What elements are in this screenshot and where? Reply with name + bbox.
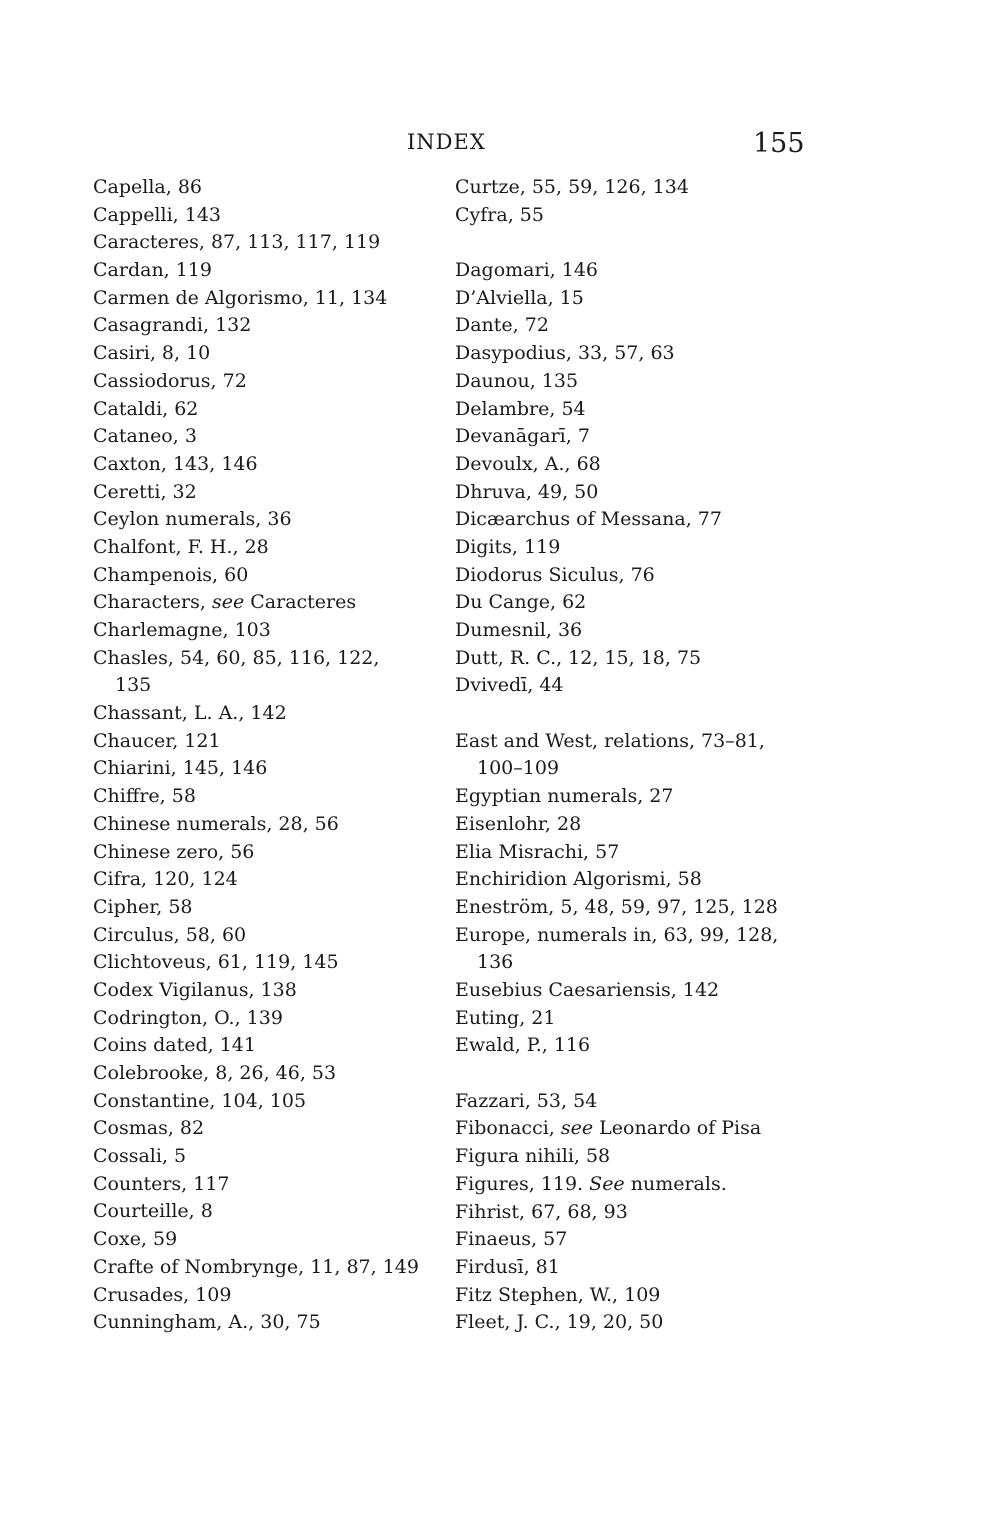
index-entry: Fazzari, 53, 54 <box>455 1089 598 1112</box>
index-entry: Chiffre, 58 <box>93 785 196 808</box>
index-entry: Codrington, O., 139 <box>93 1006 283 1029</box>
index-entry: Figura nihili, 58 <box>455 1145 611 1168</box>
index-entry-text: Caracteres <box>244 591 357 614</box>
index-entry: Chassant, L. A., 142 <box>93 702 287 725</box>
index-entry: Casiri, 8, 10 <box>93 342 211 365</box>
index-entry: Eusebius Caesariensis, 142 <box>455 979 720 1001</box>
index-entry: Finaeus, 57 <box>455 1228 568 1251</box>
index-entry: Ceylon numerals, 36 <box>93 508 292 531</box>
index-entry: Cosmas, 82 <box>93 1117 205 1140</box>
index-entry: Clichtoveus, 61, 119, 145 <box>93 951 339 974</box>
index-entry-text: Fibonacci, <box>455 1117 561 1140</box>
index-entry-text: Characters, <box>93 591 212 614</box>
index-entry: Crusades, 109 <box>93 1283 232 1306</box>
index-entry: Chinese numerals, 28, 56 <box>93 812 339 835</box>
index-entry-text: Leonardo of Pisa <box>593 1117 762 1140</box>
index-entry: Champenois, 60 <box>93 563 249 586</box>
index-entry: Cataneo, 3 <box>93 425 197 448</box>
index-entry <box>93 645 438 700</box>
index-entry: Cunningham, A., 30, 75 <box>93 1311 321 1334</box>
index-entry-line: East and West, relations, 73–81, <box>455 729 765 752</box>
index-entry: Fitz Stephen, W., 109 <box>455 1283 661 1306</box>
index-entry: Dasypodius, 33, 57, 63 <box>455 342 675 365</box>
index-entry: Delambre, 54 <box>455 397 586 420</box>
index-entry: Daunou, 135 <box>455 369 579 392</box>
index-entry: Dutt, R. C., 12, 15, 18, 75 <box>455 646 702 669</box>
letter-group-gap <box>455 229 800 257</box>
index-entry: Eisenlohr, 28 <box>455 812 582 835</box>
index-entry: Ceretti, 32 <box>93 480 197 503</box>
page-title: INDEX <box>407 130 486 154</box>
index-entry: Cappelli, 143 <box>93 203 222 226</box>
index-entry: Devoulx, A., 68 <box>455 452 601 475</box>
index-entry: Cifra, 120, 124 <box>93 868 238 891</box>
index-entry: Counters, 117 <box>93 1172 230 1195</box>
index-entry-line: Chasles, 54, 60, 85, 116, 122, <box>93 646 380 669</box>
index-entry: Coxe, 59 <box>93 1228 178 1251</box>
index-entry: Dvivedī, 44 <box>455 674 564 697</box>
index-entry-text: numerals. <box>624 1172 727 1195</box>
index-entry: Cassiodorus, 72 <box>93 369 247 392</box>
index-entry: Eneström, 5, 48, 59, 97, 125, 128 <box>455 895 778 918</box>
index-entry <box>455 1115 800 1143</box>
index-entry: Dagomari, 146 <box>455 259 599 282</box>
index-entry: Cossali, 5 <box>93 1145 187 1168</box>
index-entry-continuation: 136 <box>477 951 514 974</box>
index-entry: Cardan, 119 <box>93 259 213 282</box>
index-entry: Digits, 119 <box>455 535 561 558</box>
see-reference: See <box>589 1172 625 1195</box>
index-entry <box>455 922 800 977</box>
index-entry: Fleet, J. C., 19, 20, 50 <box>455 1311 664 1334</box>
index-entry: Courteille, 8 <box>93 1200 213 1223</box>
index-entry: Dhruva, 49, 50 <box>455 480 599 503</box>
index-entry-continuation: 100–109 <box>477 757 560 780</box>
index-entry: Coins dated, 141 <box>93 1034 256 1057</box>
index-entry: D’Alviella, 15 <box>455 286 584 309</box>
see-reference: see <box>211 591 245 614</box>
index-entry: Dicæarchus of Messana, 77 <box>455 508 722 531</box>
index-entry: Cataldi, 62 <box>93 397 199 420</box>
index-entry: Crafte of Nombrynge, 11, 87, 149 <box>93 1255 419 1278</box>
running-head <box>0 128 1000 168</box>
letter-group-gap <box>455 700 800 728</box>
index-entry: Dumesnil, 36 <box>455 619 583 641</box>
index-entry: Casagrandi, 132 <box>93 314 252 337</box>
index-entry: Caxton, 143, 146 <box>93 452 258 475</box>
letter-group-gap <box>455 1060 800 1088</box>
index-entry: Constantine, 104, 105 <box>93 1089 307 1112</box>
index-entry: Carmen de Algorismo, 11, 134 <box>93 286 388 309</box>
index-entry: Charlemagne, 103 <box>93 619 271 641</box>
index-entry: Curtze, 55, 59, 126, 134 <box>455 176 689 198</box>
index-entry: Fihrist, 67, 68, 93 <box>455 1200 628 1223</box>
index-entry <box>455 1171 800 1199</box>
index-entry <box>93 589 438 617</box>
index-entry: Egyptian numerals, 27 <box>455 785 674 808</box>
index-entry: Enchiridion Algorismi, 58 <box>455 868 702 891</box>
index-entry: Circulus, 58, 60 <box>93 923 247 946</box>
index-entry: Firdusī, 81 <box>455 1255 560 1278</box>
index-entry: Du Cange, 62 <box>455 591 587 614</box>
see-reference: see <box>560 1117 594 1140</box>
index-entry: Elia Misrachi, 57 <box>455 840 620 863</box>
index-entry: Devanāgarī, 7 <box>455 425 590 448</box>
index-entry: Chinese zero, 56 <box>93 840 255 863</box>
index-entry: Cyfra, 55 <box>455 203 544 226</box>
index-entry: Euting, 21 <box>455 1006 556 1029</box>
index-entry-line: Europe, numerals in, 63, 99, 128, <box>455 923 779 946</box>
index-entry: Ewald, P., 116 <box>455 1034 591 1057</box>
index-entry: Dante, 72 <box>455 314 549 337</box>
index-entry: Chalfont, F. H., 28 <box>93 535 269 558</box>
index-entry: Caracteres, 87, 113, 117, 119 <box>93 231 381 254</box>
index-column-right <box>455 174 800 1337</box>
index-entry: Colebrooke, 8, 26, 46, 53 <box>93 1062 337 1085</box>
page-number: 155 <box>753 128 805 159</box>
index-column-left <box>93 174 438 1337</box>
index-entry: Cipher, 58 <box>93 895 193 918</box>
index-entry: Chaucer, 121 <box>93 729 221 752</box>
index-entry: Capella, 86 <box>93 176 203 198</box>
index-entry-text: Figures, 119. <box>455 1172 590 1195</box>
index-entry-continuation: 135 <box>115 674 152 697</box>
index-entry <box>455 728 800 783</box>
index-entry: Codex Vigilanus, 138 <box>93 978 297 1001</box>
index-entry: Chiarini, 145, 146 <box>93 757 268 780</box>
index-entry: Diodorus Siculus, 76 <box>455 563 655 586</box>
